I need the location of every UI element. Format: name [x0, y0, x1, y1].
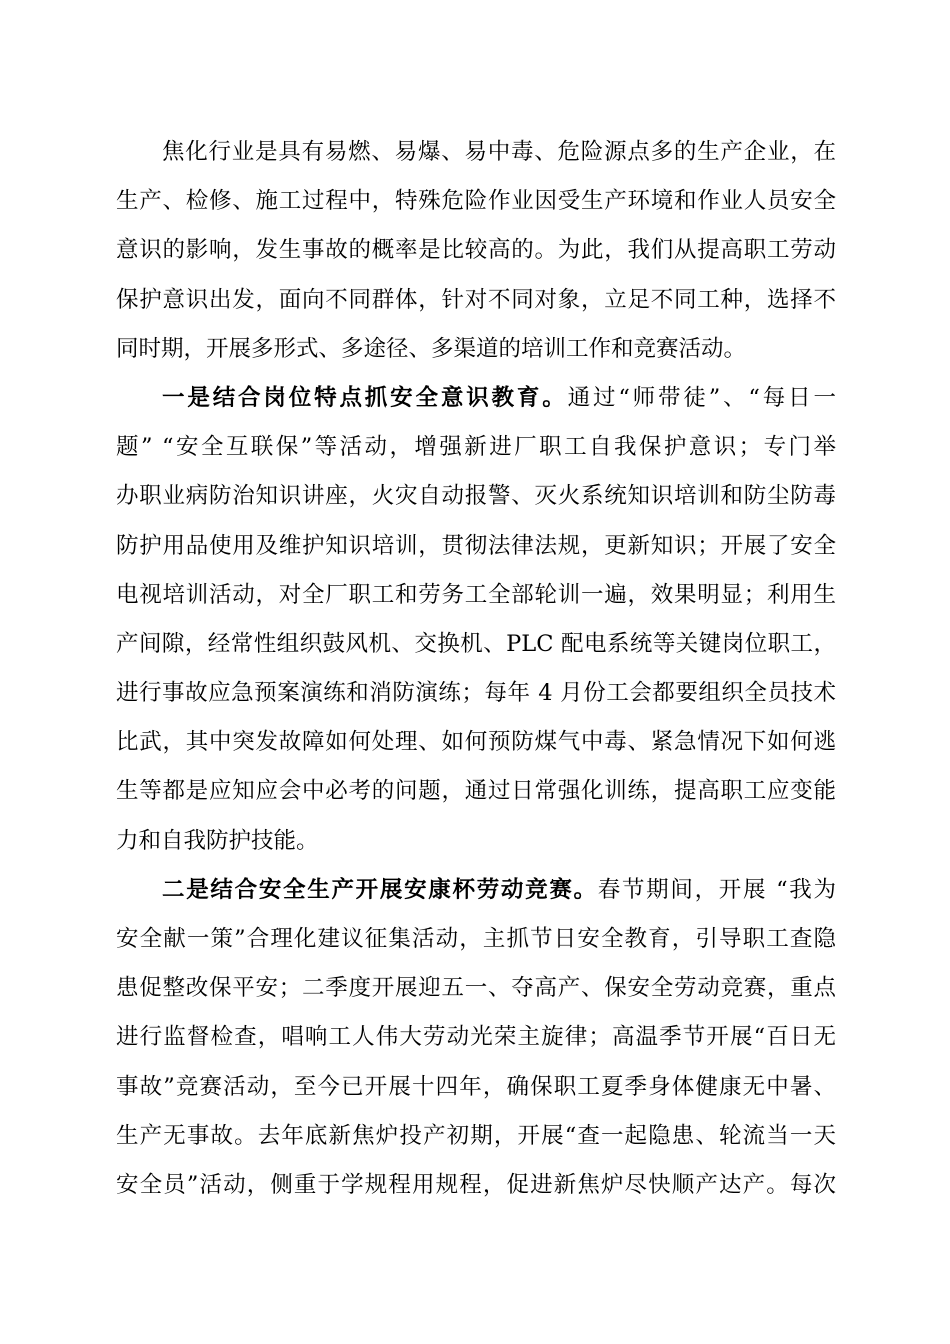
text-line: 产间隙，经常性组织鼓风机、交换机、PLC 配电系统等关键岗位职工，	[116, 630, 836, 657]
body-text	[116, 128, 836, 1210]
paragraph-point-two	[116, 866, 836, 1210]
text-line: 题” “安全互联保”等活动，增强新进厂职工自我保护意识；专门举	[116, 434, 836, 461]
text-line: 同时期，开展多形式、多途径、多渠道的培训工作和竞赛活动。	[116, 335, 747, 362]
text-line: 生产无事故。去年底新焦炉投产初期，开展“查一起隐患、轮流当一天	[116, 1122, 836, 1149]
text-line: 力和自我防护技能。	[116, 827, 319, 854]
text-run: 春节期间，开展 “我为	[597, 876, 836, 903]
text-line: 防护用品使用及维护知识培训，贯彻法律法规，更新知识；开展了安全	[116, 532, 836, 559]
text-line: 事故”竞赛活动，至今已开展十四年，确保职工夏季身体健康无中暑、	[116, 1073, 836, 1100]
text-run: 通过“师带徒”、“每日一	[567, 384, 836, 411]
text-line: 焦化行业是具有易燃、易爆、易中毒、危险源点多的生产企业，在	[162, 139, 836, 165]
text-line: 安全献一策”合理化建议征集活动，主抓节日安全教育，引导职工查隐	[116, 926, 836, 952]
text-line: 安全员”活动，侧重于学规程用规程，促进新焦炉尽快顺产达产。每次	[116, 1171, 836, 1198]
text-line: 办职业病防治知识讲座，火灾自动报警、灭火系统知识培训和防尘防毒	[116, 483, 836, 510]
paragraph-intro	[116, 128, 836, 374]
point-heading: 一是结合岗位特点抓安全意识教育。	[162, 384, 568, 411]
text-line: 进行事故应急预案演练和消防演练；每年 4 月份工会都要组织全员技术	[116, 680, 836, 707]
point-heading: 二是结合安全生产开展安康杯劳动竞赛。	[162, 876, 598, 903]
paragraph-point-one	[116, 374, 836, 866]
text-line: 进行监督检查，唱响工人伟大劳动光荣主旋律；高温季节开展“百日无	[116, 1024, 836, 1051]
text-line: 意识的影响，发生事故的概率是比较高的。为此，我们从提高职工劳动	[116, 237, 836, 264]
text-line: 患促整改保平安；二季度开展迎五一、夺高产、保安全劳动竞赛，重点	[116, 975, 836, 1002]
text-line	[116, 374, 836, 423]
text-line	[116, 866, 836, 915]
text-line: 电视培训活动，对全厂职工和劳务工全部轮训一遍，效果明显；利用生	[116, 581, 836, 608]
text-line: 生产、检修、施工过程中，特殊危险作业因受生产环境和作业人员安全	[116, 188, 836, 215]
text-line: 生等都是应知应会中必考的问题，通过日常强化训练，提高职工应变能	[116, 778, 836, 805]
text-line: 比武，其中突发故障如何处理、如何预防煤气中毒、紧急情况下如何逃	[116, 729, 836, 756]
text-line: 保护意识出发，面向不同群体，针对不同对象，立足不同工种，选择不	[116, 286, 836, 313]
